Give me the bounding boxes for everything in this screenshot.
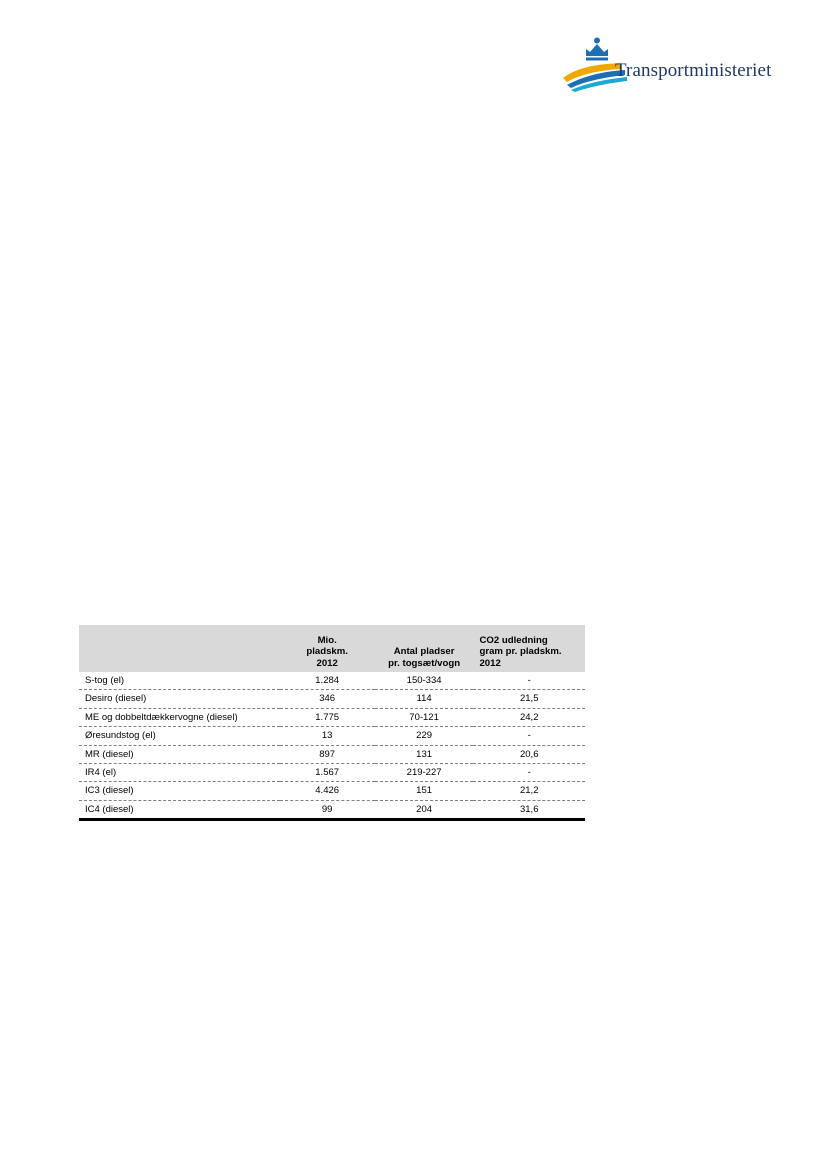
table-header-row <box>79 625 585 672</box>
cell-pladskm: 346 <box>280 690 375 708</box>
cell-co2: - <box>473 763 585 781</box>
cell-co2: 20,6 <box>473 745 585 763</box>
cell-pladser: 70-121 <box>375 708 474 726</box>
cell-co2: 21,2 <box>473 782 585 800</box>
ministry-logo <box>561 34 791 96</box>
cell-pladskm: 99 <box>280 800 375 818</box>
cell-type: Desiro (diesel) <box>79 690 280 708</box>
column-header-pladser: Antal pladser pr. togsæt/vogn <box>375 625 474 672</box>
table-row <box>79 708 585 726</box>
cell-pladser: 151 <box>375 782 474 800</box>
cell-pladskm: 1.775 <box>280 708 375 726</box>
cell-pladser: 131 <box>375 745 474 763</box>
table-row <box>79 782 585 800</box>
cell-co2: - <box>473 727 585 745</box>
column-header-pladskm: Mio. pladskm. 2012 <box>280 625 375 672</box>
cell-pladser: 204 <box>375 800 474 818</box>
cell-type: Øresundstog (el) <box>79 727 280 745</box>
cell-co2: - <box>473 672 585 690</box>
cell-pladser: 114 <box>375 690 474 708</box>
cell-type: IR4 (el) <box>79 763 280 781</box>
ministry-logo-text: Transportministeriet <box>615 60 772 81</box>
table-row <box>79 727 585 745</box>
cell-type: S-tog (el) <box>79 672 280 690</box>
cell-pladskm: 13 <box>280 727 375 745</box>
cell-co2: 21,5 <box>473 690 585 708</box>
cell-pladskm: 1.284 <box>280 672 375 690</box>
table-row <box>79 690 585 708</box>
cell-type: MR (diesel) <box>79 745 280 763</box>
cell-co2: 31,6 <box>473 800 585 818</box>
cell-pladser: 150-334 <box>375 672 474 690</box>
cell-type: IC4 (diesel) <box>79 800 280 818</box>
table-row <box>79 745 585 763</box>
table-bottom-rule <box>79 818 585 821</box>
cell-pladskm: 4.426 <box>280 782 375 800</box>
column-header-type <box>79 625 280 672</box>
column-header-co2: CO2 udledning gram pr. pladskm. 2012 <box>473 625 585 672</box>
cell-pladskm: 1.567 <box>280 763 375 781</box>
table-row <box>79 763 585 781</box>
table-row <box>79 672 585 690</box>
cell-type: IC3 (diesel) <box>79 782 280 800</box>
train-capacity-table <box>79 625 585 821</box>
cell-type: ME og dobbeltdækkervogne (diesel) <box>79 708 280 726</box>
cell-pladskm: 897 <box>280 745 375 763</box>
cell-pladser: 229 <box>375 727 474 745</box>
cell-pladser: 219-227 <box>375 763 474 781</box>
cell-co2: 24,2 <box>473 708 585 726</box>
table-row <box>79 800 585 818</box>
